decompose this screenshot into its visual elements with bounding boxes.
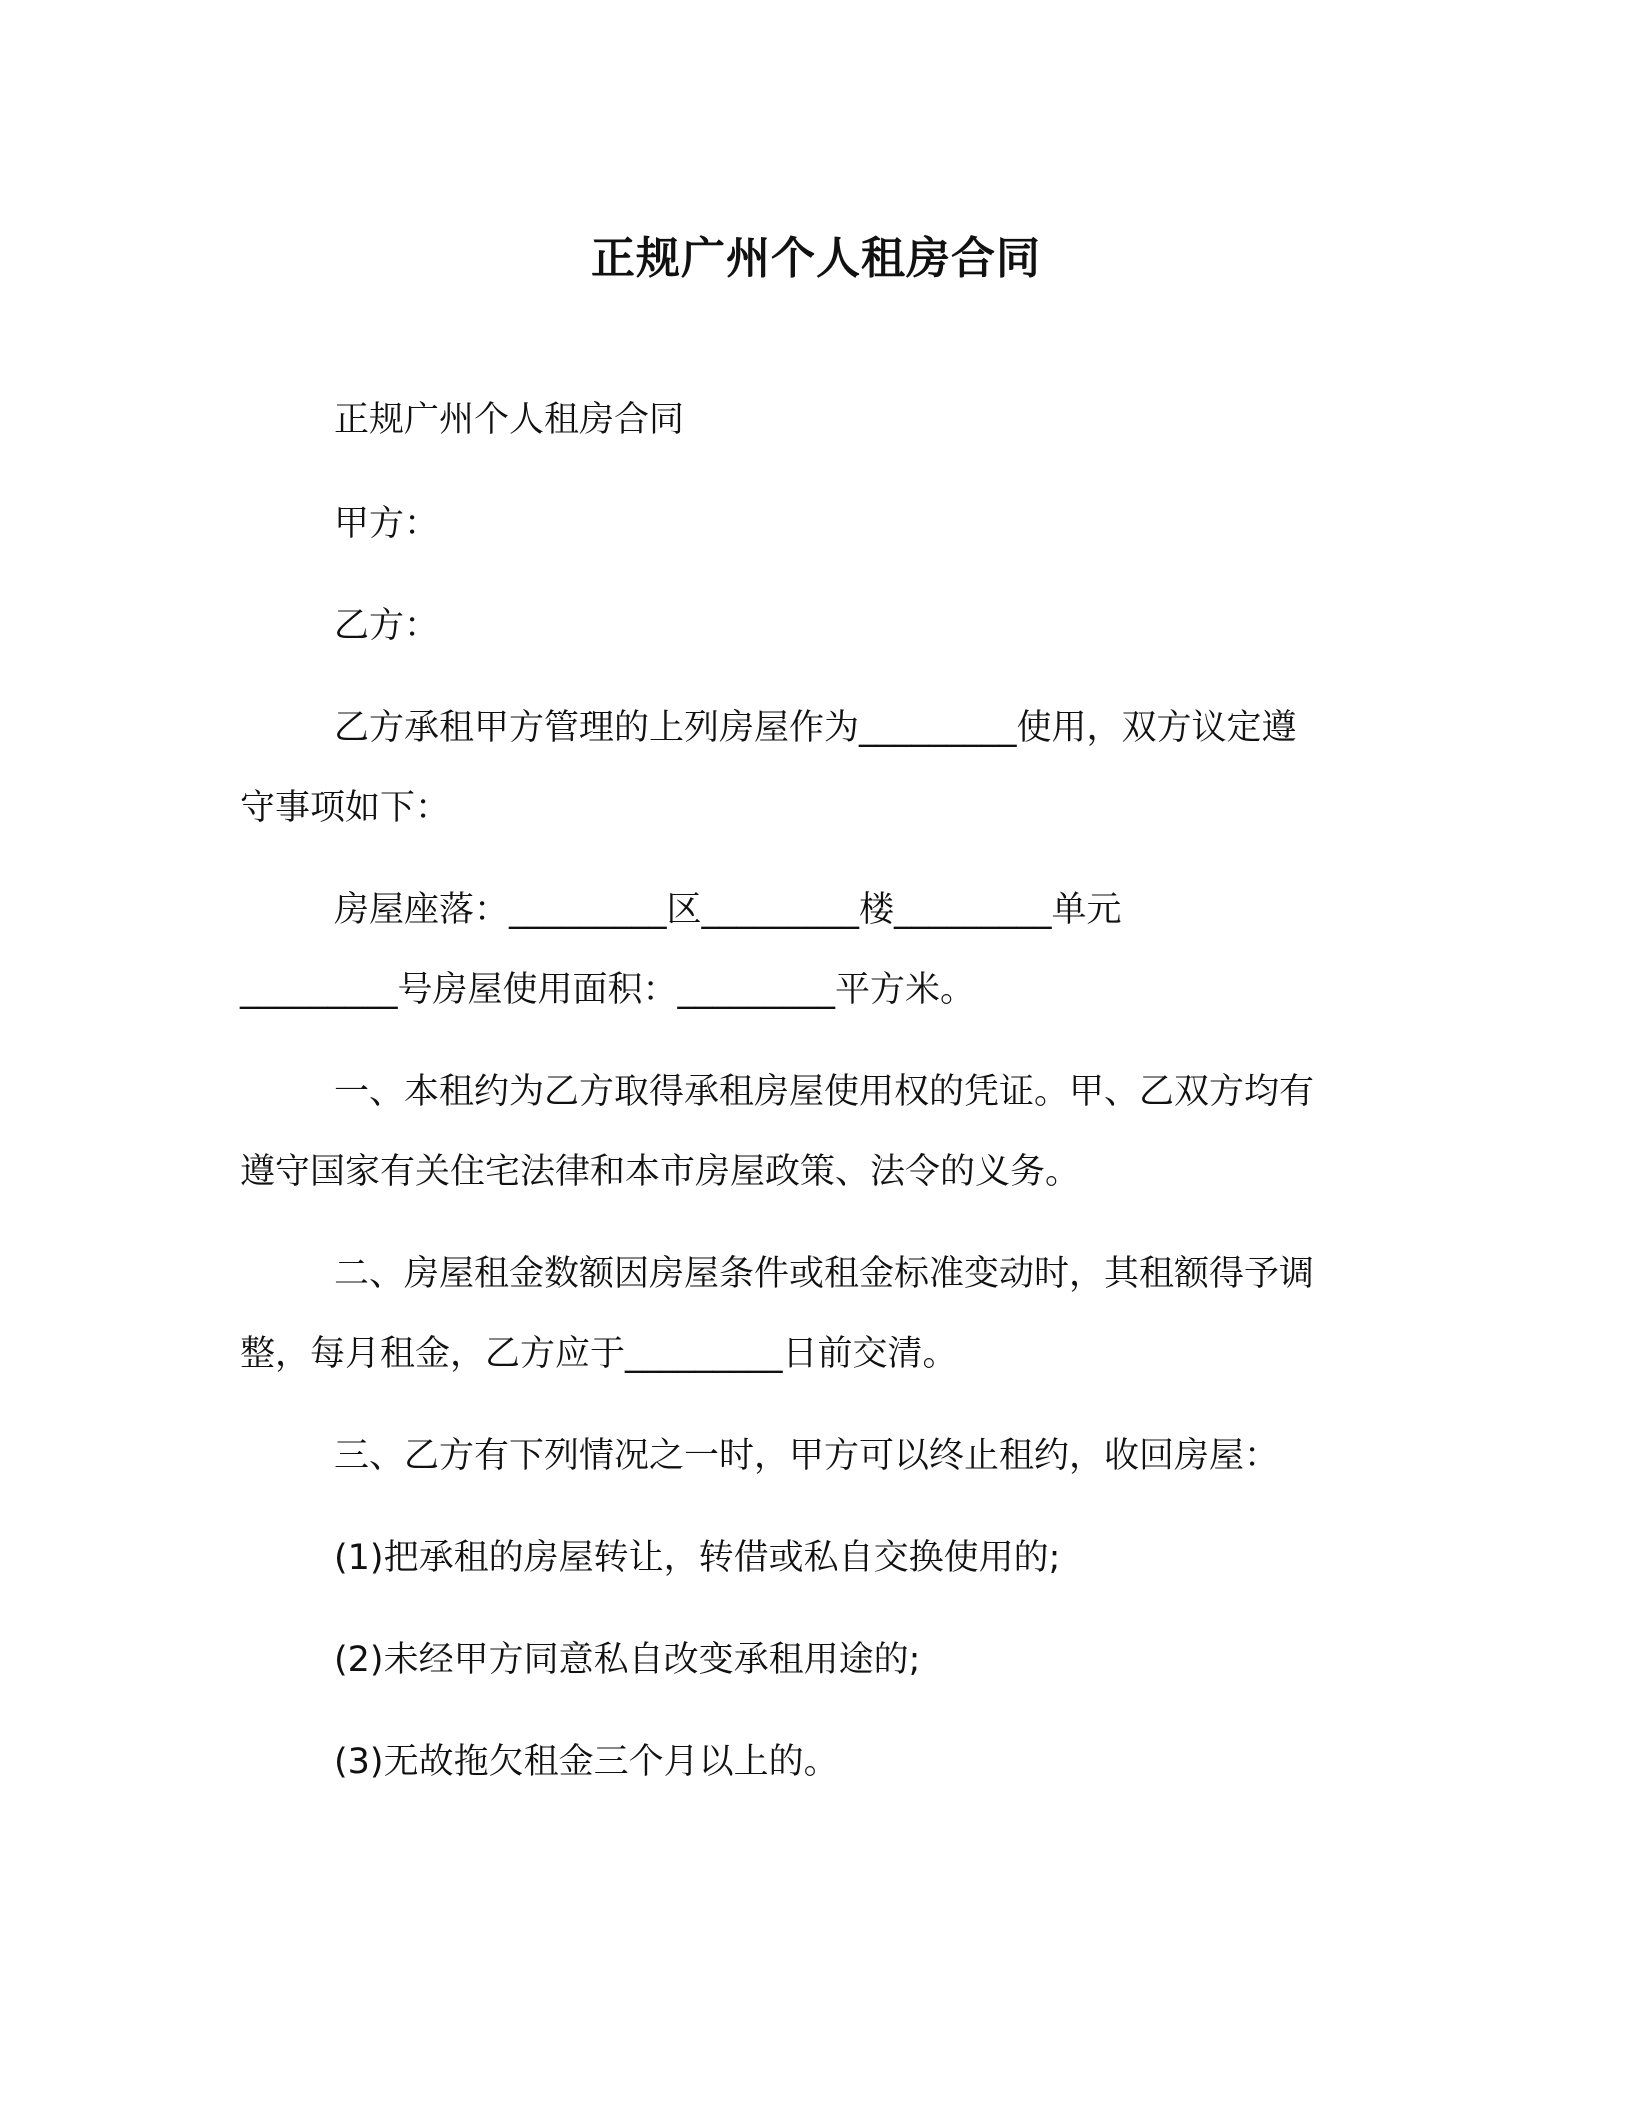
clause-3-item-3: (3)无故拖欠租金三个月以上的。 <box>334 1742 839 1782</box>
purpose-line-1: 乙方承租甲方管理的上列房屋作为_________使用，双方议定遵 <box>334 708 1297 748</box>
clause-2-line-1: 二、房屋租金数额因房屋条件或租金标准变动时，其租额得予调 <box>334 1254 1315 1294</box>
clause-3-item-1: (1)把承租的房屋转让，转借或私自交换使用的; <box>334 1538 1061 1578</box>
clause-1-line-2: 遵守国家有关住宅法律和本市房屋政策、法令的义务。 <box>240 1152 1081 1192</box>
document-title: 正规广州个人租房合同 <box>591 233 1041 284</box>
clause-3-item-2: (2)未经甲方同意私自改变承租用途的; <box>334 1640 921 1680</box>
purpose-line-2: 守事项如下： <box>240 788 451 828</box>
subtitle-line: 正规广州个人租房合同 <box>334 400 685 440</box>
location-line-2: _________号房屋使用面积：_________平方米。 <box>240 970 976 1010</box>
clause-2-line-2: 整，每月租金，乙方应于_________日前交清。 <box>240 1334 958 1374</box>
location-line-1: 房屋座落：_________区_________楼_________单元 <box>334 890 1122 930</box>
party-a-line: 甲方： <box>334 504 440 544</box>
clause-1-line-1: 一、本租约为乙方取得承租房屋使用权的凭证。甲、乙双方均有 <box>334 1072 1315 1112</box>
party-b-line: 乙方： <box>334 606 440 646</box>
clause-3-line: 三、乙方有下列情况之一时，甲方可以终止租约，收回房屋： <box>334 1436 1280 1476</box>
